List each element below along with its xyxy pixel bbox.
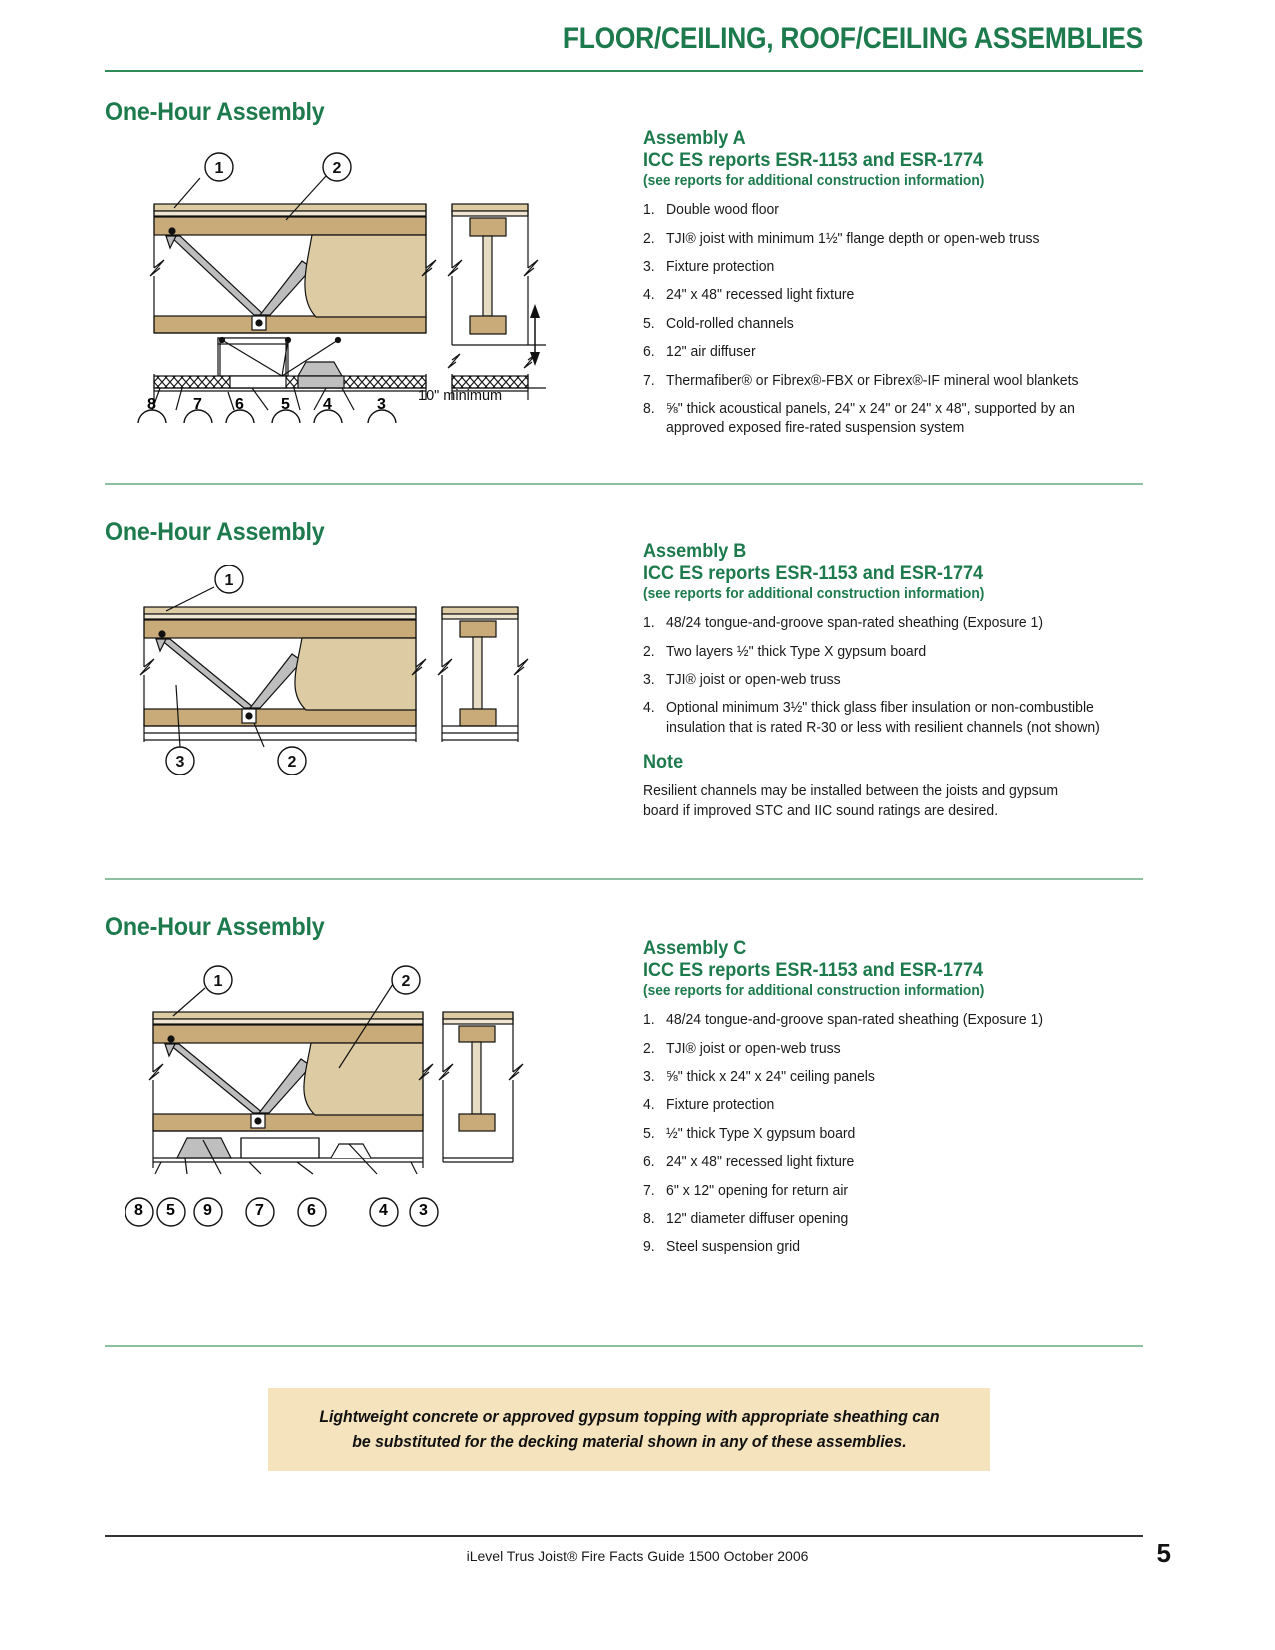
callout-text <box>319 1405 939 1453</box>
callout-4: 4 <box>323 396 332 413</box>
callout-4: 4 <box>379 1202 388 1219</box>
item-text: Double wood floor <box>666 202 779 219</box>
callout-8: 8 <box>134 1202 143 1219</box>
callout-2: 2 <box>332 160 342 177</box>
footer-text: iLevel Trus Joist® Fire Facts Guide 1500 October 2006 <box>466 1548 809 1564</box>
list-item: 4. 24" x 48" recessed light fixture <box>643 287 855 304</box>
callout-3: 3 <box>419 1202 428 1219</box>
list-item: 3. ⅝" thick x 24" x 24" ceiling panels <box>643 1069 875 1085</box>
callout-1: 1 <box>224 572 234 589</box>
callout-1: 1 <box>213 973 223 990</box>
section-c-divider <box>105 1345 1143 1347</box>
assembly-b-subnote: (see reports for additional construction information) <box>643 586 985 603</box>
substitution-callout-box <box>268 1388 990 1471</box>
note-heading: Note <box>643 752 684 774</box>
list-item: 2. TJI® joist or open-web truss <box>643 1040 841 1057</box>
list-item: 5. ½" thick Type X gypsum board <box>643 1125 856 1142</box>
list-item: 7. 6" x 12" opening for return air <box>643 1182 849 1199</box>
list-item: 5. Cold-rolled channels <box>643 315 794 332</box>
callout-7: 7 <box>193 396 202 413</box>
item-text: 12" diameter diffuser opening <box>666 1211 849 1228</box>
callout-6: 6 <box>307 1202 316 1219</box>
item-text: TJI® joist or open-web truss <box>666 1040 841 1057</box>
page-number: 5 <box>1156 1538 1171 1568</box>
item-text: 48/24 tongue-and-groove span-rated sheathing (Exposure 1) <box>666 1012 1044 1029</box>
item-text: Thermafiber® or Fibrex®-FBX or Fibrex®-IF mineral wool blankets <box>666 372 1079 389</box>
footer-divider <box>105 1535 1143 1537</box>
callout-line-1: Lightweight concrete or approved gypsum topping with appropriate sheathing can <box>318 1407 940 1427</box>
callout-5: 5 <box>281 396 290 413</box>
page-title: FLOOR/CEILING, ROOF/CEILING ASSEMBLIES <box>562 22 1143 55</box>
dimension-arrow <box>520 300 550 370</box>
assembly-b-reports: ICC ES reports ESR-1153 and ESR-1774 <box>643 563 984 585</box>
callout-9: 9 <box>203 1202 212 1219</box>
list-item: 3. Fixture protection <box>643 259 775 275</box>
assembly-c-reports: ICC ES reports ESR-1153 and ESR-1774 <box>643 960 984 982</box>
list-item: 4. Fixture protection <box>643 1097 775 1114</box>
header-divider <box>105 70 1143 72</box>
assembly-a-name: Assembly A <box>643 128 746 149</box>
callout-3: 3 <box>175 754 185 771</box>
list-item: 4. Optional minimum 3½" thick glass fiber insulation or non-combustible insulation that is rated R-30 or less with resilient channels (not shown) <box>643 700 1100 736</box>
list-item: 2. TJI® joist with minimum 1½" flange depth or open-web truss <box>643 230 1040 247</box>
item-text: ⅝" thick x 24" x 24" ceiling panels <box>666 1069 875 1085</box>
assembly-c-item-list <box>643 1011 1143 1258</box>
assembly-c-subnote: (see reports for additional construction information) <box>643 983 985 1000</box>
assembly-a-item-list <box>643 201 1143 439</box>
item-text: 24" x 48" recessed light fixture <box>666 287 855 304</box>
section-b-divider <box>105 878 1143 880</box>
list-item: 9. Steel suspension grid <box>643 1239 801 1256</box>
list-item: 7. Thermafiber® or Fibrex®-FBX or Fibrex®-IF mineral wool blankets <box>643 372 1079 389</box>
assembly-a-text <box>643 128 1143 448</box>
diagram-c-bottom-callouts <box>125 1196 465 1228</box>
item-text: 6" x 12" opening for return air <box>666 1182 849 1199</box>
item-text: Steel suspension grid <box>666 1239 801 1256</box>
item-text: 24" x 48" recessed light fixture <box>666 1154 855 1171</box>
list-item: 1. 48/24 tongue-and-groove span-rated sheathing (Exposure 1) <box>643 1012 1044 1029</box>
item-text: Cold-rolled channels <box>666 315 794 332</box>
section-a-heading: One-Hour Assembly <box>105 98 325 126</box>
list-item: 3. TJI® joist or open-web truss <box>643 672 841 688</box>
item-text: Fixture protection <box>666 1097 775 1114</box>
assembly-c-name: Assembly C <box>643 938 747 959</box>
assembly-b-name: Assembly B <box>643 541 747 562</box>
callout-7: 7 <box>255 1202 264 1219</box>
item-text: Two layers ½" thick Type X gypsum board <box>666 643 927 660</box>
item-text: 12" air diffuser <box>666 344 756 361</box>
callout-1: 1 <box>214 160 224 177</box>
callout-5: 5 <box>166 1202 175 1219</box>
assembly-c-text <box>643 938 1143 1267</box>
section-a-divider <box>105 483 1143 485</box>
item-text: Optional minimum 3½" thick glass fiber insulation or non-combustible insulation that is rated R-30 or less with resilient channels (not shown) <box>666 700 1100 736</box>
dimension-label: 10" minimum <box>418 388 503 404</box>
diagram-assembly-c <box>125 962 525 1192</box>
item-text: TJI® joist with minimum 1½" flange depth or open-web truss <box>666 230 1040 247</box>
assembly-a-reports: ICC ES reports ESR-1153 and ESR-1774 <box>643 150 984 172</box>
assembly-a-subnote: (see reports for additional construction information) <box>643 173 985 190</box>
list-item: 6. 24" x 48" recessed light fixture <box>643 1154 855 1171</box>
callout-2: 2 <box>401 973 411 990</box>
list-item: 2. Two layers ½" thick Type X gypsum board <box>643 643 927 660</box>
note-body: Resilient channels may be installed between the joists and gypsum board if improved STC and IIC sound ratings are desired. <box>643 783 1059 819</box>
callout-2: 2 <box>287 754 297 771</box>
item-text: Fixture protection <box>666 259 775 275</box>
diagram-assembly-b <box>130 565 530 775</box>
callout-8: 8 <box>147 396 156 413</box>
diagram-assembly-a <box>130 148 550 423</box>
list-item: 8. ⅝" thick acoustical panels, 24" x 24" or 24" x 48", supported by an approved exposed fire-rated suspension system <box>643 401 1075 437</box>
item-text: ½" thick Type X gypsum board <box>666 1125 856 1142</box>
list-item: 1. 48/24 tongue-and-groove span-rated sheathing (Exposure 1) <box>643 615 1044 632</box>
list-item: 8. 12" diameter diffuser opening <box>643 1211 849 1228</box>
item-text: 48/24 tongue-and-groove span-rated sheathing (Exposure 1) <box>666 615 1044 632</box>
list-item: 1. Double wood floor <box>643 202 779 219</box>
assembly-b-text <box>643 541 1143 822</box>
callout-3: 3 <box>377 396 386 413</box>
item-text: TJI® joist or open-web truss <box>666 672 841 688</box>
section-c-heading: One-Hour Assembly <box>105 913 325 941</box>
page-header <box>105 22 1143 56</box>
assembly-b-item-list <box>643 614 1143 738</box>
section-b-heading: One-Hour Assembly <box>105 518 325 546</box>
list-item: 6. 12" air diffuser <box>643 344 756 361</box>
callout-6: 6 <box>235 396 244 413</box>
callout-line-2: be substituted for the decking material shown in any of these assemblies. <box>351 1431 907 1451</box>
item-text: ⅝" thick acoustical panels, 24" x 24" or 24" x 48", supported by an approved exposed fire-rated suspension system <box>666 401 1075 437</box>
diagram-a-bottom-callouts <box>130 392 430 422</box>
